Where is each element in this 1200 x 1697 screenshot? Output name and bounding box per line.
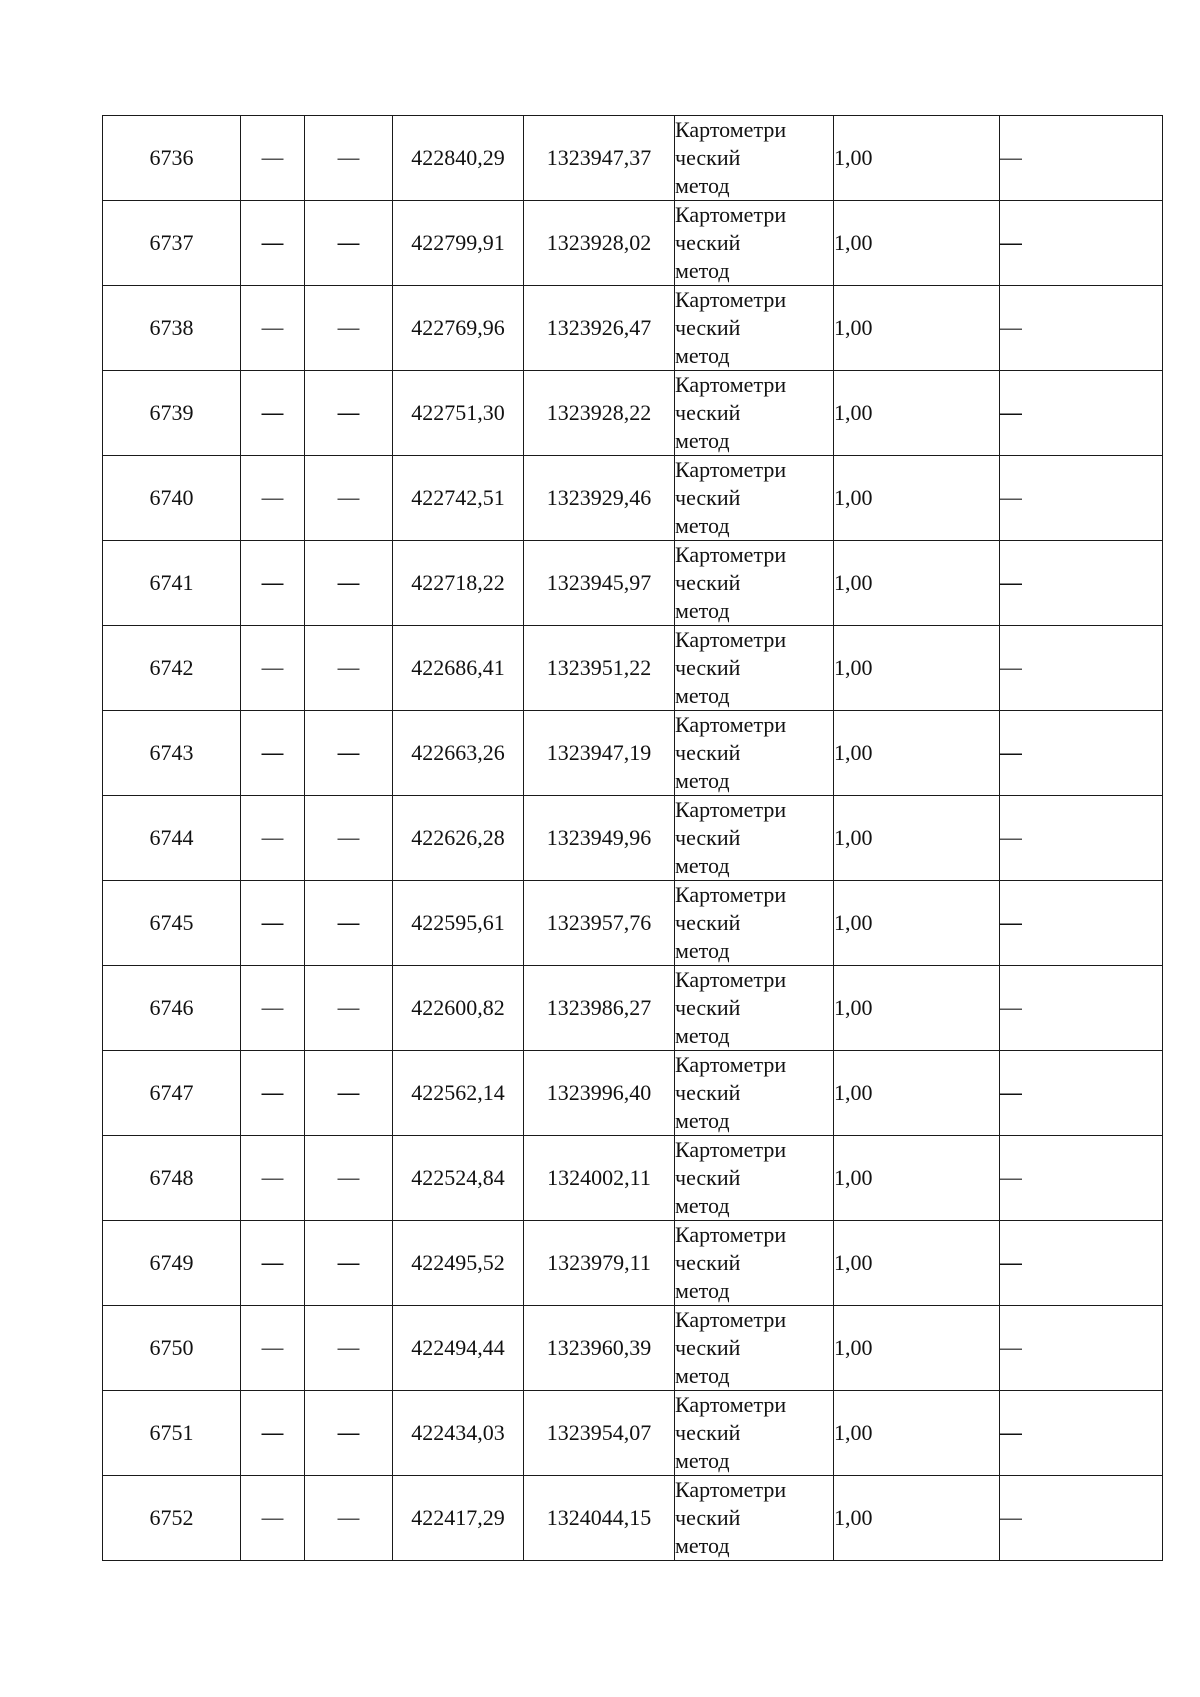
coordinate-y-cell: 1324002,11: [524, 1136, 675, 1221]
table-row: [103, 116, 1163, 201]
method-text-line: метод: [675, 768, 730, 793]
point-number-cell: 6737: [103, 201, 241, 286]
precision-cell: 1,00: [834, 456, 1000, 541]
dash-value: —: [337, 825, 360, 850]
table-row: [103, 626, 1163, 711]
point-number-cell: 6749: [103, 1221, 241, 1306]
method-cell: [675, 966, 834, 1051]
empty-dash-cell-2: [305, 796, 393, 881]
method-text-line: Картометри: [675, 1222, 787, 1247]
dash-value: —: [337, 1250, 360, 1275]
method-text-line: ческий: [675, 1165, 741, 1190]
table-row: [103, 1391, 1163, 1476]
coordinate-y-cell: 1323954,07: [524, 1391, 675, 1476]
method-text-line: метод: [675, 343, 730, 368]
dash-value: —: [261, 315, 284, 340]
method-text-line: метод: [675, 938, 730, 963]
method-text-line: Картометри: [675, 967, 787, 992]
coordinate-x-cell: 422595,61: [393, 881, 524, 966]
point-number-cell: 6744: [103, 796, 241, 881]
table-row: [103, 201, 1163, 286]
precision-cell: 1,00: [834, 796, 1000, 881]
table-row: [103, 1221, 1163, 1306]
method-text-line: метод: [675, 428, 730, 453]
empty-dash-cell-2: [305, 711, 393, 796]
dash-value: —: [337, 1420, 360, 1445]
method-cell: [675, 1306, 834, 1391]
method-cell: [675, 796, 834, 881]
method-text-line: Картометри: [675, 202, 787, 227]
method-text-line: метод: [675, 598, 730, 623]
method-text-line: метод: [675, 853, 730, 878]
dash-value: —: [1000, 825, 1022, 850]
dash-value: —: [261, 995, 284, 1020]
dash-value: —: [261, 570, 284, 595]
empty-dash-cell-3: [1000, 796, 1163, 881]
coordinate-x-cell: 422663,26: [393, 711, 524, 796]
method-cell: [675, 201, 834, 286]
empty-dash-cell-2: [305, 541, 393, 626]
empty-dash-cell-1: [241, 1476, 305, 1561]
point-number-cell: 6740: [103, 456, 241, 541]
empty-dash-cell-2: [305, 881, 393, 966]
empty-dash-cell-2: [305, 1476, 393, 1561]
empty-dash-cell-2: [305, 1221, 393, 1306]
empty-dash-cell-3: [1000, 966, 1163, 1051]
method-text-line: Картометри: [675, 797, 787, 822]
dash-value: —: [1000, 570, 1022, 595]
method-text-line: Картометри: [675, 542, 787, 567]
method-text-line: ческий: [675, 825, 741, 850]
point-number-cell: 6742: [103, 626, 241, 711]
method-text-line: ческий: [675, 315, 741, 340]
method-cell: [675, 881, 834, 966]
coordinate-x-cell: 422562,14: [393, 1051, 524, 1136]
empty-dash-cell-3: [1000, 116, 1163, 201]
point-number-cell: 6748: [103, 1136, 241, 1221]
precision-cell: 1,00: [834, 1476, 1000, 1561]
method-text-line: ческий: [675, 230, 741, 255]
coordinate-y-cell: 1323945,97: [524, 541, 675, 626]
empty-dash-cell-2: [305, 1136, 393, 1221]
coordinate-y-cell: 1323929,46: [524, 456, 675, 541]
dash-value: —: [1000, 655, 1022, 680]
dash-value: —: [1000, 1165, 1022, 1190]
dash-value: —: [261, 400, 284, 425]
point-number-cell: 6752: [103, 1476, 241, 1561]
precision-cell: 1,00: [834, 116, 1000, 201]
dash-value: —: [261, 655, 284, 680]
coordinate-x-cell: 422495,52: [393, 1221, 524, 1306]
dash-value: —: [261, 1250, 284, 1275]
empty-dash-cell-1: [241, 1051, 305, 1136]
coordinate-x-cell: 422751,30: [393, 371, 524, 456]
coordinate-x-cell: 422769,96: [393, 286, 524, 371]
dash-value: —: [337, 315, 360, 340]
table-row: [103, 371, 1163, 456]
empty-dash-cell-1: [241, 626, 305, 711]
empty-dash-cell-1: [241, 1136, 305, 1221]
method-text-line: метод: [675, 1023, 730, 1048]
table-row: [103, 881, 1163, 966]
dash-value: —: [1000, 485, 1022, 510]
method-cell: [675, 1136, 834, 1221]
precision-cell: 1,00: [834, 541, 1000, 626]
point-number-cell: 6745: [103, 881, 241, 966]
coordinate-y-cell: 1323928,02: [524, 201, 675, 286]
table-row: [103, 711, 1163, 796]
empty-dash-cell-1: [241, 1306, 305, 1391]
method-text-line: Картометри: [675, 457, 787, 482]
point-number-cell: 6736: [103, 116, 241, 201]
dash-value: —: [337, 740, 360, 765]
method-text-line: метод: [675, 683, 730, 708]
coordinate-x-cell: 422799,91: [393, 201, 524, 286]
precision-cell: 1,00: [834, 201, 1000, 286]
empty-dash-cell-1: [241, 1391, 305, 1476]
coordinate-y-cell: 1323986,27: [524, 966, 675, 1051]
empty-dash-cell-1: [241, 541, 305, 626]
method-text-line: метод: [675, 1448, 730, 1473]
empty-dash-cell-3: [1000, 456, 1163, 541]
dash-value: —: [261, 485, 284, 510]
coordinate-x-cell: 422686,41: [393, 626, 524, 711]
method-cell: [675, 116, 834, 201]
table-row: [103, 1136, 1163, 1221]
dash-value: —: [337, 1165, 360, 1190]
method-text-line: метод: [675, 1363, 730, 1388]
coordinate-y-cell: 1324044,15: [524, 1476, 675, 1561]
method-cell: [675, 1051, 834, 1136]
coordinate-x-cell: 422600,82: [393, 966, 524, 1051]
dash-value: —: [261, 1505, 284, 1530]
dash-value: —: [1000, 1505, 1022, 1530]
empty-dash-cell-1: [241, 1221, 305, 1306]
method-text-line: Картометри: [675, 1307, 787, 1332]
coordinate-y-cell: 1323949,96: [524, 796, 675, 881]
coordinate-y-cell: 1323947,37: [524, 116, 675, 201]
point-number-cell: 6746: [103, 966, 241, 1051]
method-text-line: ческий: [675, 1080, 741, 1105]
dash-value: —: [337, 1505, 360, 1530]
method-cell: [675, 626, 834, 711]
coordinate-y-cell: 1323996,40: [524, 1051, 675, 1136]
coordinate-y-cell: 1323960,39: [524, 1306, 675, 1391]
method-text-line: ческий: [675, 570, 741, 595]
coordinate-x-cell: 422494,44: [393, 1306, 524, 1391]
dash-value: —: [1000, 1335, 1022, 1360]
method-cell: [675, 541, 834, 626]
method-text-line: ческий: [675, 655, 741, 680]
coordinates-table: [102, 115, 1163, 1561]
dash-value: —: [1000, 910, 1022, 935]
point-number-cell: 6747: [103, 1051, 241, 1136]
method-text-line: ческий: [675, 145, 741, 170]
point-number-cell: 6751: [103, 1391, 241, 1476]
method-text-line: ческий: [675, 1250, 741, 1275]
dash-value: —: [337, 230, 360, 255]
precision-cell: 1,00: [834, 1051, 1000, 1136]
method-text-line: метод: [675, 1533, 730, 1558]
dash-value: —: [261, 1335, 284, 1360]
method-cell: [675, 1476, 834, 1561]
point-number-cell: 6741: [103, 541, 241, 626]
empty-dash-cell-2: [305, 371, 393, 456]
precision-cell: 1,00: [834, 371, 1000, 456]
method-text-line: метод: [675, 258, 730, 283]
method-text-line: ческий: [675, 485, 741, 510]
dash-value: —: [1000, 1250, 1022, 1275]
method-text-line: Картометри: [675, 117, 787, 142]
empty-dash-cell-2: [305, 1306, 393, 1391]
method-text-line: ческий: [675, 740, 741, 765]
empty-dash-cell-3: [1000, 1221, 1163, 1306]
dash-value: —: [1000, 740, 1022, 765]
coordinate-x-cell: 422524,84: [393, 1136, 524, 1221]
empty-dash-cell-3: [1000, 1136, 1163, 1221]
empty-dash-cell-3: [1000, 711, 1163, 796]
dash-value: —: [261, 740, 284, 765]
empty-dash-cell-1: [241, 711, 305, 796]
precision-cell: 1,00: [834, 881, 1000, 966]
method-text-line: ческий: [675, 400, 741, 425]
precision-cell: 1,00: [834, 626, 1000, 711]
method-text-line: метод: [675, 1193, 730, 1218]
dash-value: —: [337, 1335, 360, 1360]
dash-value: —: [261, 230, 284, 255]
empty-dash-cell-2: [305, 1051, 393, 1136]
coordinate-y-cell: 1323979,11: [524, 1221, 675, 1306]
coordinate-x-cell: 422417,29: [393, 1476, 524, 1561]
method-text-line: ческий: [675, 910, 741, 935]
empty-dash-cell-3: [1000, 1391, 1163, 1476]
method-text-line: ческий: [675, 1420, 741, 1445]
dash-value: —: [337, 910, 360, 935]
coordinate-x-cell: 422434,03: [393, 1391, 524, 1476]
empty-dash-cell-2: [305, 626, 393, 711]
empty-dash-cell-2: [305, 201, 393, 286]
method-text-line: метод: [675, 1108, 730, 1133]
dash-value: —: [261, 1080, 284, 1105]
empty-dash-cell-2: [305, 966, 393, 1051]
method-text-line: ческий: [675, 1335, 741, 1360]
dash-value: —: [337, 570, 360, 595]
method-cell: [675, 1221, 834, 1306]
empty-dash-cell-3: [1000, 371, 1163, 456]
precision-cell: 1,00: [834, 1306, 1000, 1391]
dash-value: —: [337, 400, 360, 425]
method-text-line: ческий: [675, 1505, 741, 1530]
point-number-cell: 6739: [103, 371, 241, 456]
precision-cell: 1,00: [834, 1221, 1000, 1306]
method-cell: [675, 286, 834, 371]
dash-value: —: [1000, 400, 1022, 425]
method-text-line: Картометри: [675, 1477, 787, 1502]
method-text-line: Картометри: [675, 1137, 787, 1162]
table-row: [103, 286, 1163, 371]
dash-value: —: [1000, 995, 1022, 1020]
empty-dash-cell-2: [305, 456, 393, 541]
empty-dash-cell-1: [241, 796, 305, 881]
precision-cell: 1,00: [834, 711, 1000, 796]
dash-value: —: [261, 825, 284, 850]
table-row: [103, 1476, 1163, 1561]
empty-dash-cell-3: [1000, 201, 1163, 286]
empty-dash-cell-2: [305, 116, 393, 201]
table-row: [103, 966, 1163, 1051]
table-row: [103, 1051, 1163, 1136]
coordinate-y-cell: 1323926,47: [524, 286, 675, 371]
method-text-line: ческий: [675, 995, 741, 1020]
coordinate-y-cell: 1323947,19: [524, 711, 675, 796]
coordinate-x-cell: 422718,22: [393, 541, 524, 626]
dash-value: —: [1000, 145, 1022, 170]
point-number-cell: 6738: [103, 286, 241, 371]
method-text-line: метод: [675, 173, 730, 198]
coordinate-x-cell: 422742,51: [393, 456, 524, 541]
empty-dash-cell-1: [241, 966, 305, 1051]
dash-value: —: [1000, 1420, 1022, 1445]
method-text-line: метод: [675, 513, 730, 538]
empty-dash-cell-2: [305, 286, 393, 371]
empty-dash-cell-3: [1000, 286, 1163, 371]
method-text-line: Картометри: [675, 1052, 787, 1077]
dash-value: —: [337, 655, 360, 680]
dash-value: —: [261, 1165, 284, 1190]
method-cell: [675, 1391, 834, 1476]
empty-dash-cell-1: [241, 371, 305, 456]
coordinate-y-cell: 1323951,22: [524, 626, 675, 711]
coordinate-x-cell: 422626,28: [393, 796, 524, 881]
dash-value: —: [337, 1080, 360, 1105]
empty-dash-cell-3: [1000, 1476, 1163, 1561]
point-number-cell: 6743: [103, 711, 241, 796]
dash-value: —: [1000, 230, 1022, 255]
empty-dash-cell-1: [241, 881, 305, 966]
empty-dash-cell-1: [241, 201, 305, 286]
method-text-line: Картометри: [675, 627, 787, 652]
dash-value: —: [337, 485, 360, 510]
table-row: [103, 1306, 1163, 1391]
table-row: [103, 541, 1163, 626]
table-body: [103, 116, 1163, 1561]
dash-value: —: [261, 1420, 284, 1445]
empty-dash-cell-3: [1000, 626, 1163, 711]
coordinate-y-cell: 1323957,76: [524, 881, 675, 966]
dash-value: —: [337, 995, 360, 1020]
dash-value: —: [337, 145, 360, 170]
coordinate-x-cell: 422840,29: [393, 116, 524, 201]
method-cell: [675, 371, 834, 456]
coordinate-y-cell: 1323928,22: [524, 371, 675, 456]
dash-value: —: [261, 910, 284, 935]
precision-cell: 1,00: [834, 966, 1000, 1051]
table-row: [103, 796, 1163, 881]
method-cell: [675, 456, 834, 541]
method-cell: [675, 711, 834, 796]
method-text-line: метод: [675, 1278, 730, 1303]
empty-dash-cell-1: [241, 116, 305, 201]
empty-dash-cell-2: [305, 1391, 393, 1476]
dash-value: —: [1000, 315, 1022, 340]
method-text-line: Картометри: [675, 1392, 787, 1417]
method-text-line: Картометри: [675, 712, 787, 737]
method-text-line: Картометри: [675, 372, 787, 397]
empty-dash-cell-3: [1000, 1306, 1163, 1391]
empty-dash-cell-1: [241, 286, 305, 371]
dash-value: —: [1000, 1080, 1022, 1105]
precision-cell: 1,00: [834, 286, 1000, 371]
dash-value: —: [261, 145, 284, 170]
point-number-cell: 6750: [103, 1306, 241, 1391]
precision-cell: 1,00: [834, 1136, 1000, 1221]
empty-dash-cell-3: [1000, 1051, 1163, 1136]
empty-dash-cell-3: [1000, 881, 1163, 966]
table-row: [103, 456, 1163, 541]
empty-dash-cell-3: [1000, 541, 1163, 626]
empty-dash-cell-1: [241, 456, 305, 541]
method-text-line: Картометри: [675, 882, 787, 907]
method-text-line: Картометри: [675, 287, 787, 312]
precision-cell: 1,00: [834, 1391, 1000, 1476]
